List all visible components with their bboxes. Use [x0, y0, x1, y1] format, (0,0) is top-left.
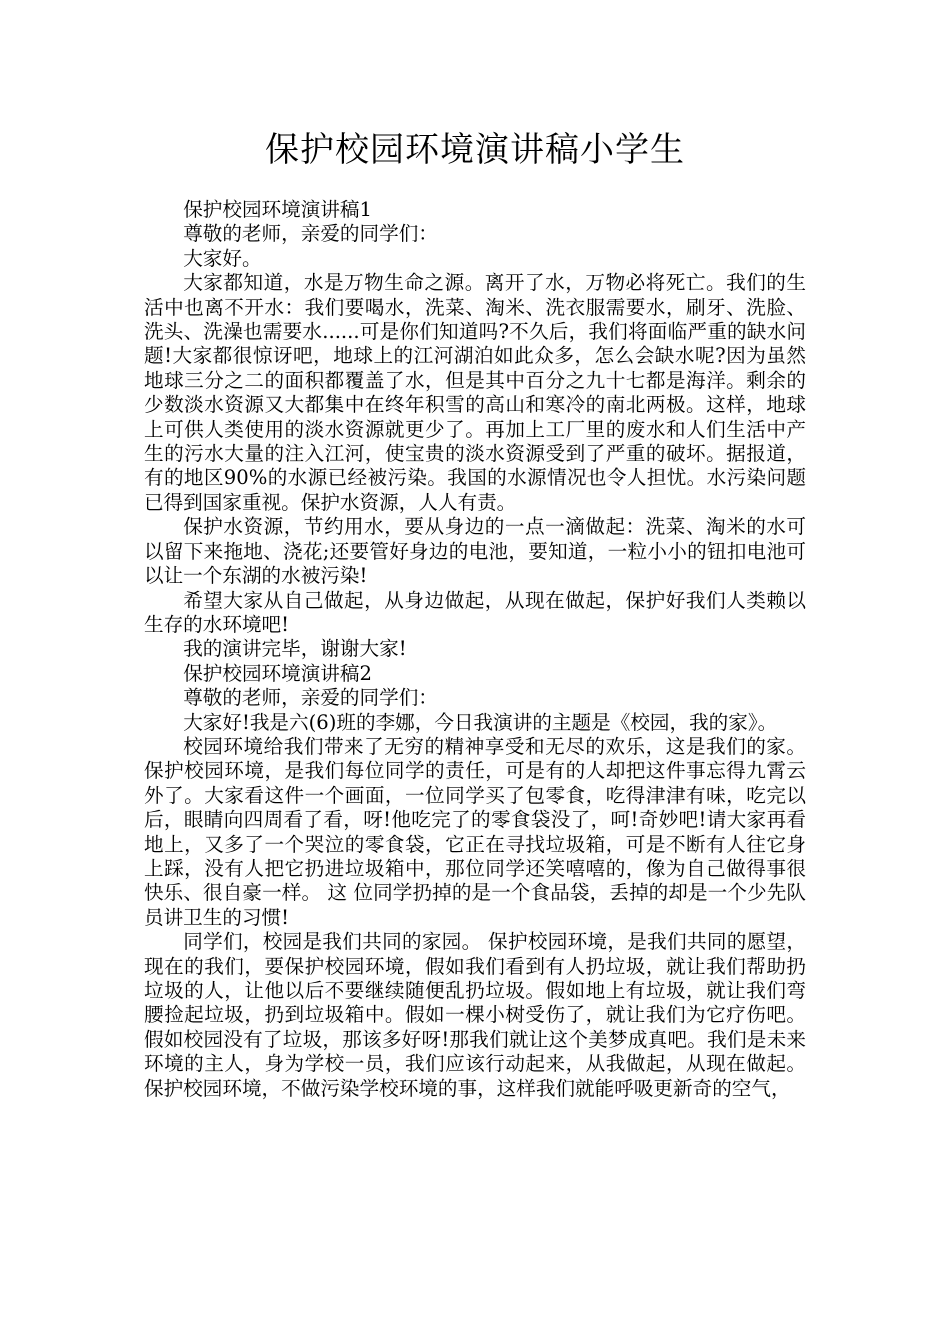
speech-2-greeting: 大家好!我是六(6)班的李娜，今日我演讲的主题是《校园，我的家》。 — [183, 710, 778, 734]
document-body — [144, 198, 806, 1101]
speech-1-paragraph: 大家都知道，水是万物生命之源。离开了水，万物必将死亡。我们的生活中也离不开水：我们要喝水，洗菜、淘米、洗衣服需要水，刷牙、洗脸、洗头、洗澡也需要水......可是你们知道吗?不久后，我们将面临严重的缺水问题!大家都很惊讶吧，地球上的江河湖泊如此众多，怎么会缺水呢?因为虽然地球三分之二的面积都覆盖了水，但是其中百分之九十七都是海洋。剩余的少数淡水资源又大都集中在终年积雪的高山和寒冷的南北两极。这样，地球上可供人类使用的淡水资源就更少了。再加上工厂里的废水和人们生活中产生的污水大量的注入江河，使宝贵的淡水资源受到了严重的破坏。据报道，有的地区90%的水源已经被污染。我国的水源情况也令人担忧。水污染问题已得到国家重视。保护水资源，人人有责。 — [144, 271, 806, 514]
speech-1-salutation: 尊敬的老师，亲爱的同学们： — [183, 222, 438, 246]
speech-2-salutation: 尊敬的老师，亲爱的同学们： — [183, 686, 438, 710]
document-title: 保护校园环境演讲稿小学生 — [265, 130, 685, 170]
speech-1-greeting: 大家好。 — [183, 246, 262, 270]
speech-2-heading: 保护校园环境演讲稿2 — [183, 661, 372, 685]
speech-1-paragraph: 保护水资源，节约用水，要从身边的一点一滴做起：洗菜、淘米的水可以留下来拖地、浇花;还要管好身边的电池，要知道，一粒小小的钮扣电池可以让一个东湖的水被污染! — [144, 515, 806, 588]
speech-2-paragraph: 同学们，校园是我们共同的家园。 保护校园环境，是我们共同的愿望，现在的我们，要保护校园环境，假如我们看到有人扔垃圾，就让我们帮助扔垃圾的人，让他以后不要继续随便乱扔垃圾。假如地上有垃圾，就让我们弯腰捡起垃圾，扔到垃圾箱中。假如一棵小树受伤了，就让我们为它疗伤吧。假如校园没有了垃圾，那该多好呀!那我们就让这个美梦成真吧。我们是未来环境的主人，身为学校一员，我们应该行动起来，从我做起，从现在做起。保护校园环境，不做污染学校环境的事，这样我们就能呼吸更新奇的空气， — [144, 930, 806, 1100]
speech-2-paragraph: 校园环境给我们带来了无穷的精神享受和无尽的欢乐，这是我们的家。保护校园环境，是我们每位同学的责任，可是有的人却把这件事忘得九霄云外了。大家看这件一个画面，一位同学买了包零食，吃得津津有味，吃完以后，眼睛向四周看了看，呀!他吃完了的零食袋没了，呵!奇妙吧!请大家再看地上，又多了一个哭泣的零食袋，它正在寻找垃圾箱，可是不断有人往它身上踩，没有人把它扔进垃圾箱中，那位同学还笑嘻嘻的，像为自己做得事很快乐、很自豪一样。 这 位同学扔掉的是一个食品袋，丢掉的却是一个少先队员讲卫生的习惯! — [144, 734, 806, 929]
speech-1-heading: 保护校园环境演讲稿1 — [183, 198, 372, 221]
speech-1-paragraph: 希望大家从自己做起，从身边做起，从现在做起，保护好我们人类赖以生存的水环境吧! — [144, 588, 806, 636]
speech-1-closing: 我的演讲完毕，谢谢大家! — [183, 637, 407, 661]
